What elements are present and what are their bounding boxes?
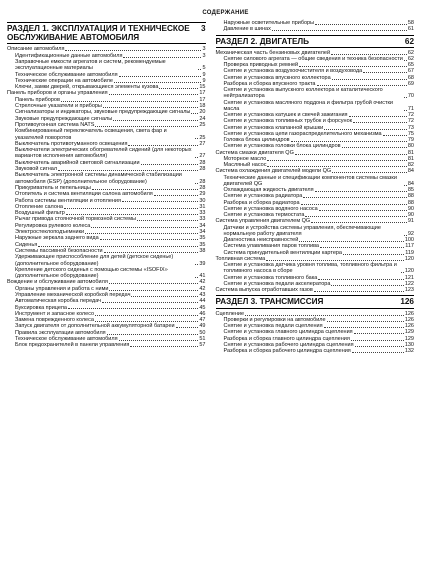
toc-entry-title: Снятие и установка термостата <box>223 212 305 219</box>
toc-entry-page-number: 39 <box>199 260 206 267</box>
section-title: РАЗДЕЛ 2. ДВИГАТЕЛЬ <box>215 36 310 46</box>
toc-entry-page-number: 80 <box>407 143 414 150</box>
dot-leader <box>95 321 198 322</box>
toc-entry-title: Отопление салона <box>15 203 63 210</box>
toc-entry-page-number: 73 <box>407 124 414 131</box>
toc-entry-title: Масляный насос <box>223 162 267 169</box>
toc-entry-page-number: 68 <box>407 74 414 81</box>
toc-entry-page-number: 9 <box>202 71 206 78</box>
dot-leader <box>198 69 201 70</box>
toc-entry-title: Блок предохранителей в панели управления <box>15 342 130 349</box>
dot-leader <box>299 241 404 242</box>
toc-entry-title: Выключатель электронной системы динамической стабилизации автомобиля (ESP) (дополнительное оборудование) <box>15 172 182 185</box>
toc-entry-page-number: 43 <box>199 291 206 298</box>
dot-leader <box>319 210 407 211</box>
toc-column-right <box>216 20 415 354</box>
dot-leader <box>401 272 404 273</box>
toc-entry-page-number: 20 <box>199 109 206 116</box>
toc-entry-page-number: 51 <box>199 336 206 343</box>
toc-entry-title: Буксировка прицепа <box>15 304 67 311</box>
toc-entry-page-number: 90 <box>407 205 414 212</box>
dot-leader <box>267 160 407 161</box>
toc-entry-title: Выключатель аварийной световой сигнализации <box>15 159 140 166</box>
toc-entry-title: Разборка и сборка впускного тракта <box>223 80 316 87</box>
toc-entry-page-number: 41 <box>199 273 206 280</box>
dot-leader <box>130 346 198 347</box>
toc-entry-page-number: 50 <box>199 329 206 336</box>
toc-entry-page-number: 38 <box>199 247 206 254</box>
toc-entry-title: Система управления двигателем QG <box>215 218 311 225</box>
toc-entry-page-number: 35 <box>199 235 206 242</box>
toc-entry-page-number: 24 <box>199 115 206 122</box>
toc-entry[interactable] <box>216 26 415 32</box>
toc-entry-title: Моторное масло <box>223 155 267 162</box>
dot-leader <box>404 97 407 98</box>
toc-entry-title: Крепление детского сиденья с помощью системы «ISOFIX» (дополнительное оборудование) <box>15 266 168 280</box>
toc-entry-title: Вождение и обслуживание автомобиля <box>7 279 108 286</box>
toc-entry-title: Снятие и установка топливных трубок и форсунок <box>223 118 353 125</box>
toc-entry-page-number: 34 <box>199 229 206 236</box>
section-title: РАЗДЕЛ 1. ЭКСПЛУАТАЦИЯ И ТЕХНИЧЕСКОЕ ОБСЛУЖИВАНИЕ АВТОМОБИЛЯ <box>7 24 190 43</box>
dot-leader <box>404 60 407 61</box>
dot-leader <box>65 50 201 51</box>
dot-leader <box>324 129 407 130</box>
dot-leader <box>154 195 199 196</box>
dot-leader <box>266 260 404 261</box>
dot-leader <box>141 164 199 165</box>
dot-leader <box>315 24 407 25</box>
toc-entry-title: Звуковой сигнал <box>15 166 58 173</box>
dot-leader <box>195 138 198 139</box>
dot-leader <box>315 191 407 192</box>
toc-entry-page-number: 91 <box>407 218 414 225</box>
toc-entry-title: Топливная система <box>215 255 266 262</box>
toc-entry-page-number: 81 <box>407 149 414 156</box>
dot-leader <box>123 57 201 58</box>
dot-leader <box>245 315 404 316</box>
toc-entry-page-number: 31 <box>199 203 206 210</box>
toc-entry-page-number: 85 <box>407 187 414 194</box>
dot-leader <box>311 222 407 223</box>
dot-leader <box>114 82 201 83</box>
dot-leader <box>305 216 406 217</box>
toc-entry-title: Выключатели электрических обогревателей сидений (для некоторых вариантов исполнения автомобиля) <box>15 147 192 160</box>
toc-entry-title: Запуск двигателя от дополнительной аккумуляторной батареи <box>15 323 175 330</box>
dot-leader <box>332 79 407 80</box>
dot-leader <box>353 122 407 123</box>
toc-entry-title: Технические данные и спецификации компонентов системы смазки двигателей QG <box>223 174 397 187</box>
toc-entry[interactable] <box>7 128 206 141</box>
toc-entry-page-number: 100 <box>404 237 414 244</box>
toc-entry-title: Рычаг привода стояночной тормозной системы <box>15 216 136 223</box>
dot-leader <box>68 308 198 309</box>
toc-entry-page-number: 17 <box>199 90 206 97</box>
toc-entry[interactable] <box>7 172 206 185</box>
toc-entry-title: Ключи, замки дверей, открывающиеся элементы кузова <box>15 84 159 91</box>
toc-entry-title: Отопитель и система вентиляции салона автомобиля <box>15 191 153 198</box>
dot-leader <box>109 94 199 95</box>
dot-leader <box>352 352 404 353</box>
toc-entry-title: Система смазки двигателя QG <box>215 149 294 156</box>
toc-entry-page-number: 25 <box>199 134 206 141</box>
dot-leader <box>159 88 198 89</box>
dot-leader <box>38 246 198 247</box>
toc-entry-title: Правила эксплуатации автомобиля <box>15 329 106 336</box>
toc-entry-title: Органы управления и работа с ними <box>15 285 109 292</box>
toc-entry-title: Снятие силового агрегата — общие сведения и техника безопасности <box>223 55 403 62</box>
toc-entry-title: Заправочные емкости агрегатов и систем, рекомендуемые эксплуатационные материалы <box>15 59 166 72</box>
dot-leader <box>318 279 404 280</box>
toc-entry-page-number: 126 <box>404 323 414 330</box>
dot-leader <box>103 107 198 108</box>
toc-entry-title: Механическая часть бензиновых двигателей <box>215 49 331 56</box>
toc-entry-page-number: 62 <box>407 49 414 56</box>
toc-entry-page-number: 57 <box>199 342 206 349</box>
toc-entry-title: Наружные зеркала заднего вида <box>15 235 99 242</box>
toc-entry[interactable] <box>216 348 415 354</box>
toc-entry-page-number: 49 <box>199 323 206 330</box>
toc-entry-title: Системы пассивной безопасности <box>15 247 103 254</box>
toc-entry-title: Инструмент и запасное колесо <box>15 310 95 317</box>
toc-entry-title: Комбинированный переключатель освещения, света фар и указателей поворотов <box>15 128 167 141</box>
toc-entry-title: Система улавливания паров топлива <box>223 243 319 250</box>
dot-leader <box>191 113 198 114</box>
toc-entry-page-number: 130 <box>404 341 414 348</box>
toc-entry-page-number: 61 <box>407 26 414 33</box>
toc-entry-title: Панель приборов <box>15 96 60 103</box>
toc-entry-title: Идентификационные данные автомобиля <box>15 52 123 59</box>
dot-leader <box>349 116 407 117</box>
dot-leader <box>100 239 199 240</box>
toc-entry-title: Сцепление <box>215 310 245 317</box>
toc-entry-title: Управление механической коробкой передач <box>15 291 131 298</box>
dot-leader <box>291 141 407 142</box>
toc-entry-page-number: 28 <box>199 159 206 166</box>
toc-entry-page-number: 44 <box>199 298 206 305</box>
dot-leader <box>119 340 199 341</box>
toc-entry-title: Разборка и сборка главного цилиндра сцепления <box>223 335 350 342</box>
toc-entry-title: Работа системы вентиляции и отопления <box>15 197 121 204</box>
toc-entry-page-number: 132 <box>404 348 414 355</box>
dot-leader <box>195 183 198 184</box>
toc-entry[interactable] <box>216 87 415 100</box>
toc-entry-page-number: 27 <box>199 153 206 160</box>
toc-entry-title: Сиденья <box>15 241 38 248</box>
toc-entry-page-number: 120 <box>404 268 414 275</box>
dot-leader <box>343 254 404 255</box>
dot-leader <box>92 189 198 190</box>
toc-entry-page-number: 42 <box>199 279 206 286</box>
toc-entry-title: Снятие и установка цепи газораспределительного механизма <box>223 130 382 137</box>
toc-entry-page-number: 29 <box>199 191 206 198</box>
dot-leader <box>303 197 407 198</box>
toc-entry-page-number: 9 <box>202 77 206 84</box>
toc-entry-page-number: 33 <box>199 210 206 217</box>
toc-entry-page-number: 129 <box>404 335 414 342</box>
dot-leader <box>324 327 404 328</box>
toc-entry-page-number: 58 <box>407 20 414 26</box>
toc-entry[interactable] <box>216 175 415 188</box>
toc-entry-page-number: 126 <box>404 316 414 323</box>
toc-entry-title: Снятие и установка впускного коллектора <box>223 74 331 81</box>
dot-leader <box>331 54 407 55</box>
toc-entry-page-number: 27 <box>199 140 206 147</box>
toc-columns <box>7 20 414 354</box>
toc-entry-page-number: 88 <box>407 199 414 206</box>
toc-entry-page-number: 67 <box>407 68 414 75</box>
toc-entry-title: Разборка и сборка рабочего цилиндра сцепления <box>223 348 351 355</box>
toc-entry-page-number: 117 <box>405 243 414 250</box>
toc-entry-title: Снятие и установка радиатора <box>223 193 303 200</box>
toc-entry-page-number: 30 <box>199 197 206 204</box>
toc-entry-title: Технические операции на автомобиле <box>15 77 113 84</box>
toc-entry-page-number: 28 <box>199 166 206 173</box>
dot-leader <box>195 264 198 265</box>
toc-entry-page-number: 45 <box>199 304 206 311</box>
section-page-number: 126 <box>400 297 414 307</box>
dot-leader <box>404 235 407 236</box>
toc-entry-page-number: 34 <box>199 222 206 229</box>
dot-leader <box>332 172 407 173</box>
toc-entry-title: Описание автомобиля <box>7 46 65 53</box>
toc-entry-page-number: 120 <box>404 255 414 262</box>
toc-entry-page-number: 5 <box>202 65 206 72</box>
section-heading <box>216 295 415 308</box>
dot-leader <box>299 66 407 67</box>
toc-entry-page-number: 18 <box>199 103 206 110</box>
dot-leader <box>354 333 404 334</box>
dot-leader <box>327 321 404 322</box>
dot-leader <box>320 247 404 248</box>
dot-leader <box>314 291 404 292</box>
toc-entry-title: Электростеклоподъемники <box>15 229 85 236</box>
toc-entry-title: Панель приборов и органы управления <box>7 90 108 97</box>
toc-entry-title: Удерживающее приспособление для детей (детское сиденье) (дополнительное оборудование) <box>15 254 174 267</box>
toc-entry-title: Выключатель противотуманного освещения <box>15 140 128 147</box>
dot-leader <box>131 296 198 297</box>
toc-entry-title: Снятие и установка воздухоочистителя и воздуховода <box>223 68 363 75</box>
toc-entry-title: Снятие и установка клапанной крышки <box>223 124 324 131</box>
dot-leader <box>331 285 403 286</box>
toc-entry-page-number: 121 <box>404 274 414 281</box>
toc-entry[interactable] <box>216 262 415 275</box>
dot-leader <box>137 220 198 221</box>
toc-entry-page-number: 15 <box>199 84 206 91</box>
toc-entry-title: Регулировка рулевого колеса <box>15 222 91 229</box>
toc-entry-page-number: 69 <box>407 80 414 87</box>
dot-leader <box>113 120 198 121</box>
toc-entry[interactable] <box>7 254 206 267</box>
dot-leader <box>95 315 198 316</box>
toc-entry-title: Стрелочные указатели и приборы <box>15 103 102 110</box>
toc-entry-page-number: 72 <box>407 112 414 119</box>
dot-leader <box>119 76 202 77</box>
toc-entry-title: Техническое обслуживание автомобиля <box>15 71 118 78</box>
dot-leader <box>85 233 198 234</box>
dot-leader <box>404 185 407 186</box>
dot-leader <box>91 227 198 228</box>
dot-leader <box>109 283 199 284</box>
toc-entry-title: Система выпуска отработавших газов <box>215 287 313 294</box>
toc-entry-page-number: 42 <box>199 285 206 292</box>
dot-leader <box>66 214 199 215</box>
dot-leader <box>104 252 199 253</box>
toc-entry-title: Охлаждающая жидкость двигателя <box>223 187 314 194</box>
dot-leader <box>61 101 198 102</box>
toc-entry-page-number: 25 <box>199 121 206 128</box>
toc-entry-page-number: 65 <box>407 62 414 69</box>
dot-leader <box>122 201 198 202</box>
toc-entry-title: Снятие и установка рабочего цилиндра сцепления <box>223 341 354 348</box>
dot-leader <box>363 72 407 73</box>
section-title: РАЗДЕЛ 3. ТРАНСМИССИЯ <box>215 297 324 307</box>
toc-entry-title: Снятие и установка выпускного коллектора и каталитического нейтрализатора <box>223 87 383 100</box>
toc-entry-title: Снятие и установка топливного бака <box>223 274 318 281</box>
toc-entry-title: Снятие и установка масляного поддона и фильтра грубой очистки масла <box>223 99 393 112</box>
toc-entry-title: Снятие и установка головки блока цилиндров <box>223 143 341 150</box>
toc-entry-title: Автоматическая коробка передач <box>15 298 102 305</box>
toc-entry-title: Снятие и установка педали акселератора <box>223 280 331 287</box>
toc-entry-page-number: 28 <box>199 178 206 185</box>
toc-entry-title: Головка блока цилиндров <box>223 137 290 144</box>
toc-entry-page-number: 79 <box>407 137 414 144</box>
dot-leader <box>267 166 406 167</box>
toc-entry-page-number: 70 <box>407 93 414 100</box>
toc-entry-page-number: 90 <box>407 212 414 219</box>
toc-entry-title: Проверка приводных ремней <box>223 62 299 69</box>
dot-leader <box>195 157 198 158</box>
toc-entry-title: Сигнализаторы и индикаторы, звуковые предупреждающие сигналы <box>15 109 191 116</box>
toc-entry-title: Замена поврежденного колеса <box>15 317 94 324</box>
dot-leader <box>107 334 199 335</box>
dot-leader <box>351 340 404 341</box>
toc-entry[interactable] <box>7 147 206 160</box>
dot-leader <box>404 110 407 111</box>
toc-entry-title: Техническое обслуживание автомобиля <box>15 336 118 343</box>
toc-entry-page-number: 71 <box>407 105 414 112</box>
toc-entry-title: Диагностика неисправностей <box>223 237 299 244</box>
page-title: СОДЕРЖАНИЕ <box>202 10 249 16</box>
toc-entry-title: Прикуриватель и пепельницы <box>15 184 91 191</box>
toc-entry-page-number: 3 <box>202 46 206 53</box>
toc-entry-title: Противоугонная система NATS <box>15 121 95 128</box>
toc-entry-page-number: 126 <box>404 310 414 317</box>
toc-entry-page-number: 82 <box>407 162 414 169</box>
section-heading <box>216 35 415 48</box>
dot-leader <box>342 147 407 148</box>
dot-leader <box>383 135 407 136</box>
dot-leader <box>272 30 407 31</box>
toc-entry[interactable] <box>7 59 206 72</box>
toc-entry-title: Снятие и установка датчика уровня топлива, топливного фильтра и топливного насоса в сборе <box>223 262 397 275</box>
toc-entry-page-number: 92 <box>407 230 414 237</box>
dot-leader <box>95 126 198 127</box>
toc-entry-page-number: 47 <box>199 317 206 324</box>
toc-entry-page-number: 33 <box>199 216 206 223</box>
toc-entry[interactable] <box>7 267 206 280</box>
dot-leader <box>301 204 407 205</box>
dot-leader <box>128 145 198 146</box>
toc-entry-page-number: 122 <box>404 280 414 287</box>
dot-leader <box>295 154 407 155</box>
toc-entry-page-number: 46 <box>199 310 206 317</box>
toc-entry-title: Проверки и регулировки на автомобиле <box>223 316 326 323</box>
toc-entry-page-number: 3 <box>202 52 206 59</box>
dot-leader <box>58 170 198 171</box>
toc-entry[interactable] <box>7 342 206 348</box>
dot-leader <box>355 346 404 347</box>
toc-entry-title: Разборка и сборка радиатора <box>223 199 300 206</box>
toc-entry-page-number: 17 <box>199 96 206 103</box>
toc-entry-page-number: 129 <box>404 329 414 336</box>
dot-leader <box>109 290 198 291</box>
toc-column-left <box>7 20 206 354</box>
dot-leader <box>176 327 199 328</box>
toc-entry-title: Снятие и установка водяного насоса <box>223 205 318 212</box>
toc-entry-title: Воздушный фильтр <box>15 210 65 217</box>
toc-entry-page-number: 81 <box>407 155 414 162</box>
toc-entry-title: Снятие и установка катушек и свечей зажигания <box>223 112 348 119</box>
toc-entry-title: Система принудительной вентиляции картера <box>223 249 342 256</box>
toc-entry-page-number: 75 <box>407 130 414 137</box>
toc-entry[interactable] <box>216 225 415 238</box>
toc-entry-title: Снятие и установка главного цилиндра сцепления <box>223 329 353 336</box>
section-page-number: 62 <box>404 36 414 46</box>
toc-entry[interactable] <box>216 100 415 113</box>
toc-entry-page-number: 62 <box>407 55 414 62</box>
dot-leader <box>195 277 198 278</box>
dot-leader <box>64 208 198 209</box>
toc-entry-page-number: 28 <box>199 184 206 191</box>
section-heading <box>7 22 206 44</box>
toc-entry-page-number: 84 <box>407 168 414 175</box>
toc-entry-page-number: 119 <box>405 249 414 256</box>
toc-entry-title: Снятие и установка педали сцепления <box>223 323 323 330</box>
toc-entry-page-number: 84 <box>407 180 414 187</box>
toc-entry-page-number: 88 <box>407 193 414 200</box>
toc-entry-page-number: 123 <box>404 287 414 294</box>
dot-leader <box>317 85 407 86</box>
toc-entry-title: Давление в шинах <box>223 26 271 33</box>
dot-leader <box>102 302 198 303</box>
toc-entry-page-number: 72 <box>407 118 414 125</box>
toc-entry-title: Наружные осветительные приборы <box>223 20 315 26</box>
toc-entry-title: Звуковые предупреждающие сигналы <box>15 115 113 122</box>
toc-entry[interactable] <box>216 287 415 293</box>
section-page-number: 3 <box>200 24 206 33</box>
toc-entry-title: Система охлаждения двигателей модели QG <box>215 168 332 175</box>
toc-entry-page-number: 35 <box>199 241 206 248</box>
toc-entry-title: Датчики и устройства системы управления, обеспечивающие нормальную работу двигателя <box>223 224 381 237</box>
